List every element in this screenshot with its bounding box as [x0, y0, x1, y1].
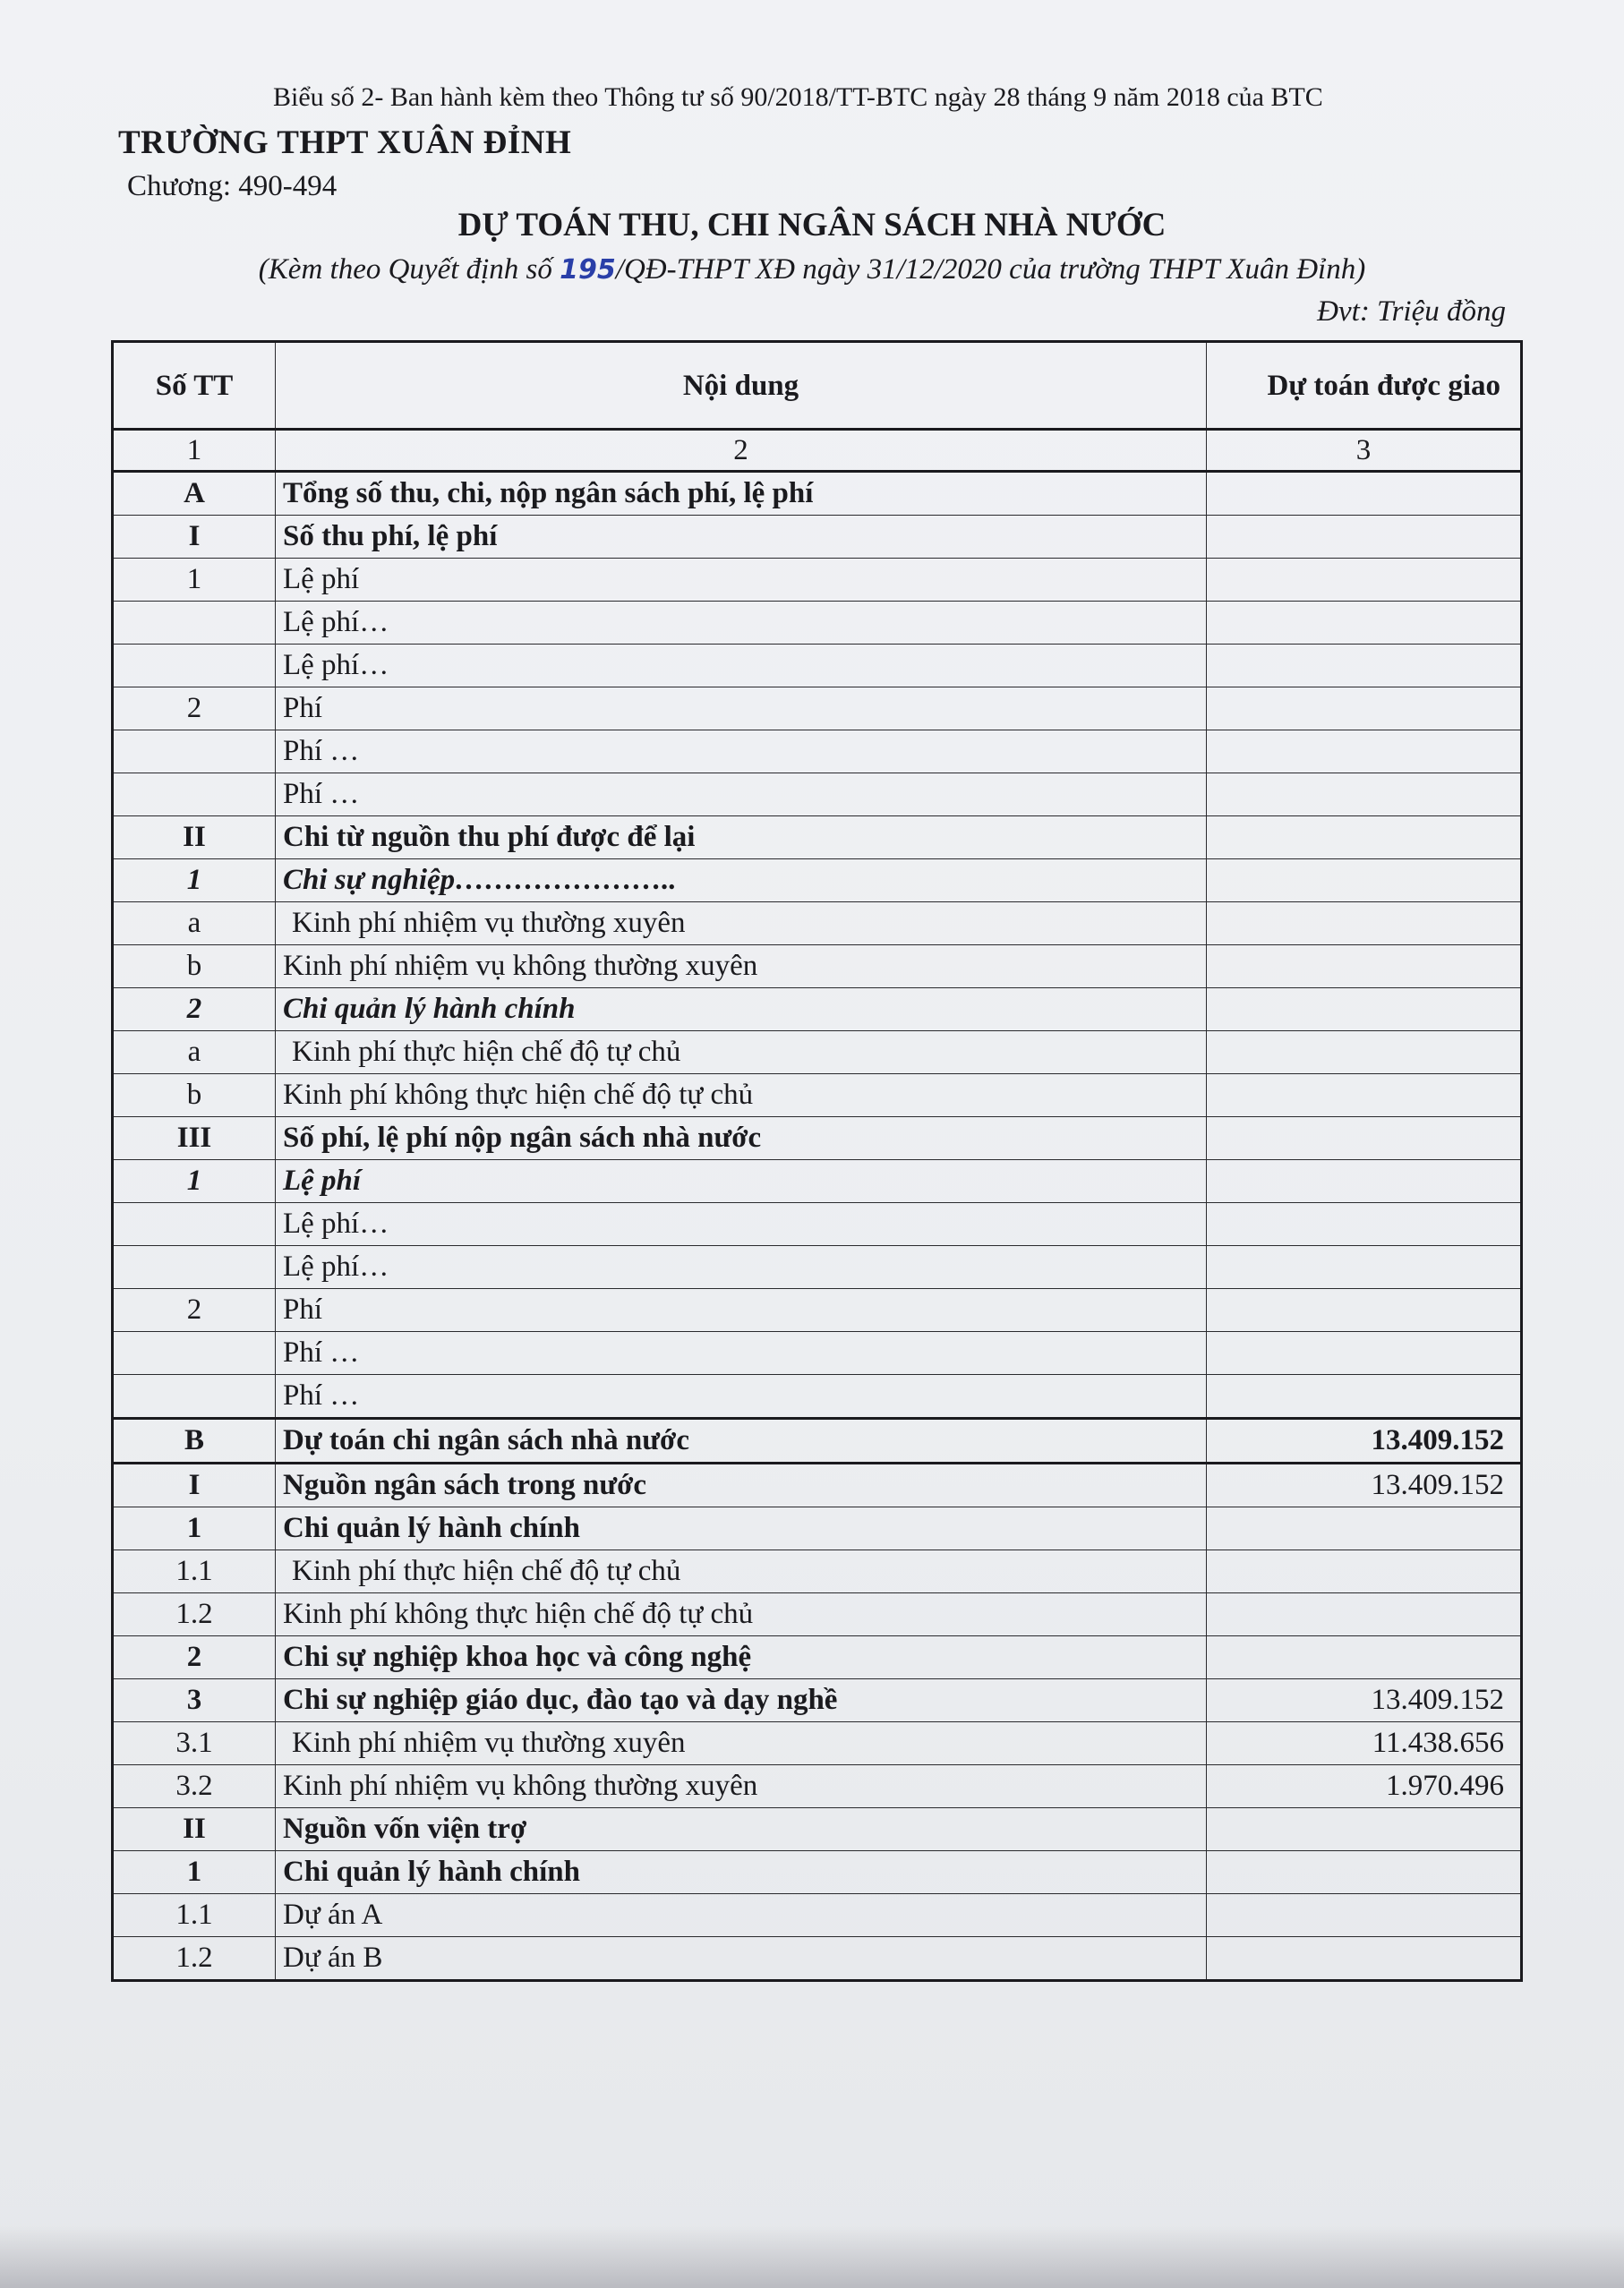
table-row [113, 1117, 1522, 1160]
row-number-cell: b [113, 1074, 276, 1117]
row-value-cell [1207, 988, 1522, 1031]
row-number-cell: b [113, 945, 276, 988]
table-header-row [113, 342, 1522, 430]
row-content-cell: Số phí, lệ phí nộp ngân sách nhà nước [276, 1117, 1207, 1160]
row-number-cell [113, 730, 276, 773]
row-content-cell: Kinh phí thực hiện chế độ tự chủ [276, 1031, 1207, 1074]
row-value-cell [1207, 1246, 1522, 1289]
table-row [113, 1937, 1522, 1981]
row-value-cell [1207, 1593, 1522, 1636]
row-number-cell: 1 [113, 559, 276, 602]
table-row [113, 602, 1522, 645]
handwritten-decision-number: 195 [560, 254, 616, 286]
table-row [113, 945, 1522, 988]
table-row [113, 1074, 1522, 1117]
row-value-cell: 13.409.152 [1207, 1419, 1522, 1464]
row-value-cell [1207, 1074, 1522, 1117]
table-row [113, 1332, 1522, 1375]
row-content-cell: Kinh phí nhiệm vụ thường xuyên [276, 1722, 1207, 1765]
row-value-cell: 1.970.496 [1207, 1765, 1522, 1808]
row-value-cell [1207, 1636, 1522, 1679]
page-bottom-shadow [0, 2225, 1624, 2288]
row-content-cell: Chi từ nguồn thu phí được để lại [276, 816, 1207, 859]
row-value-cell [1207, 902, 1522, 945]
table-row [113, 1031, 1522, 1074]
row-content-cell: Số thu phí, lệ phí [276, 516, 1207, 559]
row-content-cell: Dự toán chi ngân sách nhà nước [276, 1419, 1207, 1464]
row-content-cell: Kinh phí thực hiện chế độ tự chủ [276, 1550, 1207, 1593]
row-number-cell [113, 645, 276, 687]
row-value-cell [1207, 1160, 1522, 1203]
row-value-cell [1207, 602, 1522, 645]
row-number-cell [113, 773, 276, 816]
row-content-cell: Kinh phí nhiệm vụ không thường xuyên [276, 945, 1207, 988]
row-content-cell: Kinh phí nhiệm vụ thường xuyên [276, 902, 1207, 945]
row-number-cell: 2 [113, 988, 276, 1031]
table-row [113, 1203, 1522, 1246]
table-row [113, 988, 1522, 1031]
row-number-cell: a [113, 902, 276, 945]
row-number-cell [113, 602, 276, 645]
table-row [113, 1593, 1522, 1636]
row-number-cell: 3.2 [113, 1765, 276, 1808]
header-cell-no: Số TT [113, 342, 276, 430]
table-row [113, 516, 1522, 559]
row-number-cell [113, 1203, 276, 1246]
row-content-cell: Lệ phí… [276, 602, 1207, 645]
row-number-cell: 1.1 [113, 1894, 276, 1937]
row-content-cell: Dự án B [276, 1937, 1207, 1981]
row-value-cell [1207, 816, 1522, 859]
row-value-cell [1207, 1375, 1522, 1419]
row-number-cell: II [113, 1808, 276, 1851]
header-cell-budget: Dự toán được giao [1207, 342, 1522, 430]
column-number-cell: 3 [1207, 430, 1522, 472]
row-value-cell [1207, 1289, 1522, 1332]
row-value-cell: 13.409.152 [1207, 1464, 1522, 1507]
row-value-cell [1207, 645, 1522, 687]
table-row [113, 1464, 1522, 1507]
table-row [113, 1375, 1522, 1419]
table-row [113, 687, 1522, 730]
row-value-cell: 11.438.656 [1207, 1722, 1522, 1765]
table-row [113, 773, 1522, 816]
row-content-cell: Kinh phí nhiệm vụ không thường xuyên [276, 1765, 1207, 1808]
column-number-cell: 1 [113, 430, 276, 472]
row-content-cell: Nguồn vốn viện trợ [276, 1808, 1207, 1851]
row-value-cell [1207, 1937, 1522, 1981]
table-row [113, 1851, 1522, 1894]
table-row [113, 645, 1522, 687]
row-content-cell: Lệ phí… [276, 1246, 1207, 1289]
row-value-cell [1207, 1808, 1522, 1851]
table-row [113, 1507, 1522, 1550]
row-value-cell: 13.409.152 [1207, 1679, 1522, 1722]
row-content-cell: Nguồn ngân sách trong nước [276, 1464, 1207, 1507]
row-number-cell: II [113, 816, 276, 859]
table-row [113, 1246, 1522, 1289]
unit-label: Đvt: Triệu đồng [1317, 295, 1506, 328]
row-number-cell: III [113, 1117, 276, 1160]
table-row [113, 730, 1522, 773]
row-number-cell: 1 [113, 1851, 276, 1894]
row-value-cell [1207, 1851, 1522, 1894]
row-value-cell [1207, 773, 1522, 816]
row-number-cell: A [113, 472, 276, 516]
table-row [113, 1636, 1522, 1679]
row-number-cell: 1 [113, 859, 276, 902]
table-row [113, 1894, 1522, 1937]
row-content-cell: Chi sự nghiệp………………….. [276, 859, 1207, 902]
school-name: TRƯỜNG THPT XUÂN ĐỈNH [118, 124, 572, 161]
row-content-cell: Phí [276, 1289, 1207, 1332]
row-content-cell: Phí … [276, 1375, 1207, 1419]
row-value-cell [1207, 472, 1522, 516]
table-row [113, 1722, 1522, 1765]
row-number-cell: 2 [113, 1289, 276, 1332]
document-subtitle [0, 253, 1624, 286]
table-row [113, 559, 1522, 602]
row-value-cell [1207, 1203, 1522, 1246]
row-value-cell [1207, 1894, 1522, 1937]
column-number-row [113, 430, 1522, 472]
row-value-cell [1207, 516, 1522, 559]
table-row [113, 1765, 1522, 1808]
row-content-cell: Chi quản lý hành chính [276, 1507, 1207, 1550]
row-value-cell [1207, 945, 1522, 988]
row-content-cell: Phí … [276, 1332, 1207, 1375]
row-content-cell: Lệ phí… [276, 645, 1207, 687]
row-number-cell: I [113, 1464, 276, 1507]
row-number-cell [113, 1246, 276, 1289]
row-number-cell: 2 [113, 687, 276, 730]
form-note: Biểu số 2- Ban hành kèm theo Thông tư số 90/2018/TT-BTC ngày 28 tháng 9 năm 2018 của BTC [273, 82, 1323, 112]
chapter-label: Chương: 490-494 [127, 170, 338, 202]
subtitle-prefix: (Kèm theo Quyết định số [258, 253, 560, 286]
row-number-cell: 1 [113, 1160, 276, 1203]
row-content-cell: Phí … [276, 730, 1207, 773]
row-number-cell: B [113, 1419, 276, 1464]
row-content-cell: Chi sự nghiệp khoa học và công nghệ [276, 1636, 1207, 1679]
row-content-cell: Lệ phí [276, 1160, 1207, 1203]
row-number-cell: 2 [113, 1636, 276, 1679]
row-number-cell: 1.2 [113, 1593, 276, 1636]
table-row [113, 1550, 1522, 1593]
table-row [113, 859, 1522, 902]
row-content-cell: Kinh phí không thực hiện chế độ tự chủ [276, 1074, 1207, 1117]
table-row [113, 902, 1522, 945]
table-row [113, 1679, 1522, 1722]
row-content-cell: Phí [276, 687, 1207, 730]
row-value-cell [1207, 1332, 1522, 1375]
row-number-cell: 1.2 [113, 1937, 276, 1981]
table-row [113, 1160, 1522, 1203]
row-number-cell: 1 [113, 1507, 276, 1550]
row-value-cell [1207, 1031, 1522, 1074]
table-row [113, 1289, 1522, 1332]
row-value-cell [1207, 1507, 1522, 1550]
row-value-cell [1207, 859, 1522, 902]
row-number-cell: 3 [113, 1679, 276, 1722]
row-value-cell [1207, 559, 1522, 602]
table-row [113, 1419, 1522, 1464]
header-cell-content: Nội dung [276, 342, 1207, 430]
document-title: DỰ TOÁN THU, CHI NGÂN SÁCH NHÀ NƯỚC [457, 207, 1167, 243]
row-number-cell: a [113, 1031, 276, 1074]
row-content-cell: Chi sự nghiệp giáo dục, đào tạo và dạy nghề [276, 1679, 1207, 1722]
row-number-cell: I [113, 516, 276, 559]
row-value-cell [1207, 1117, 1522, 1160]
row-number-cell [113, 1332, 276, 1375]
row-content-cell: Dự án A [276, 1894, 1207, 1937]
column-number-cell: 2 [276, 430, 1207, 472]
row-content-cell: Chi quản lý hành chính [276, 1851, 1207, 1894]
row-number-cell [113, 1375, 276, 1419]
table-row [113, 472, 1522, 516]
row-value-cell [1207, 730, 1522, 773]
row-value-cell [1207, 1550, 1522, 1593]
row-content-cell: Tổng số thu, chi, nộp ngân sách phí, lệ phí [276, 472, 1207, 516]
row-content-cell: Kinh phí không thực hiện chế độ tự chủ [276, 1593, 1207, 1636]
row-number-cell: 3.1 [113, 1722, 276, 1765]
subtitle-suffix: /QĐ-THPT XĐ ngày 31/12/2020 của trường THPT Xuân Đỉnh) [615, 253, 1366, 286]
row-content-cell: Lệ phí… [276, 1203, 1207, 1246]
row-content-cell: Phí … [276, 773, 1207, 816]
row-value-cell [1207, 687, 1522, 730]
row-number-cell: 1.1 [113, 1550, 276, 1593]
budget-table [111, 340, 1523, 1982]
row-content-cell: Chi quản lý hành chính [276, 988, 1207, 1031]
row-content-cell: Lệ phí [276, 559, 1207, 602]
table-row [113, 1808, 1522, 1851]
table-row [113, 816, 1522, 859]
